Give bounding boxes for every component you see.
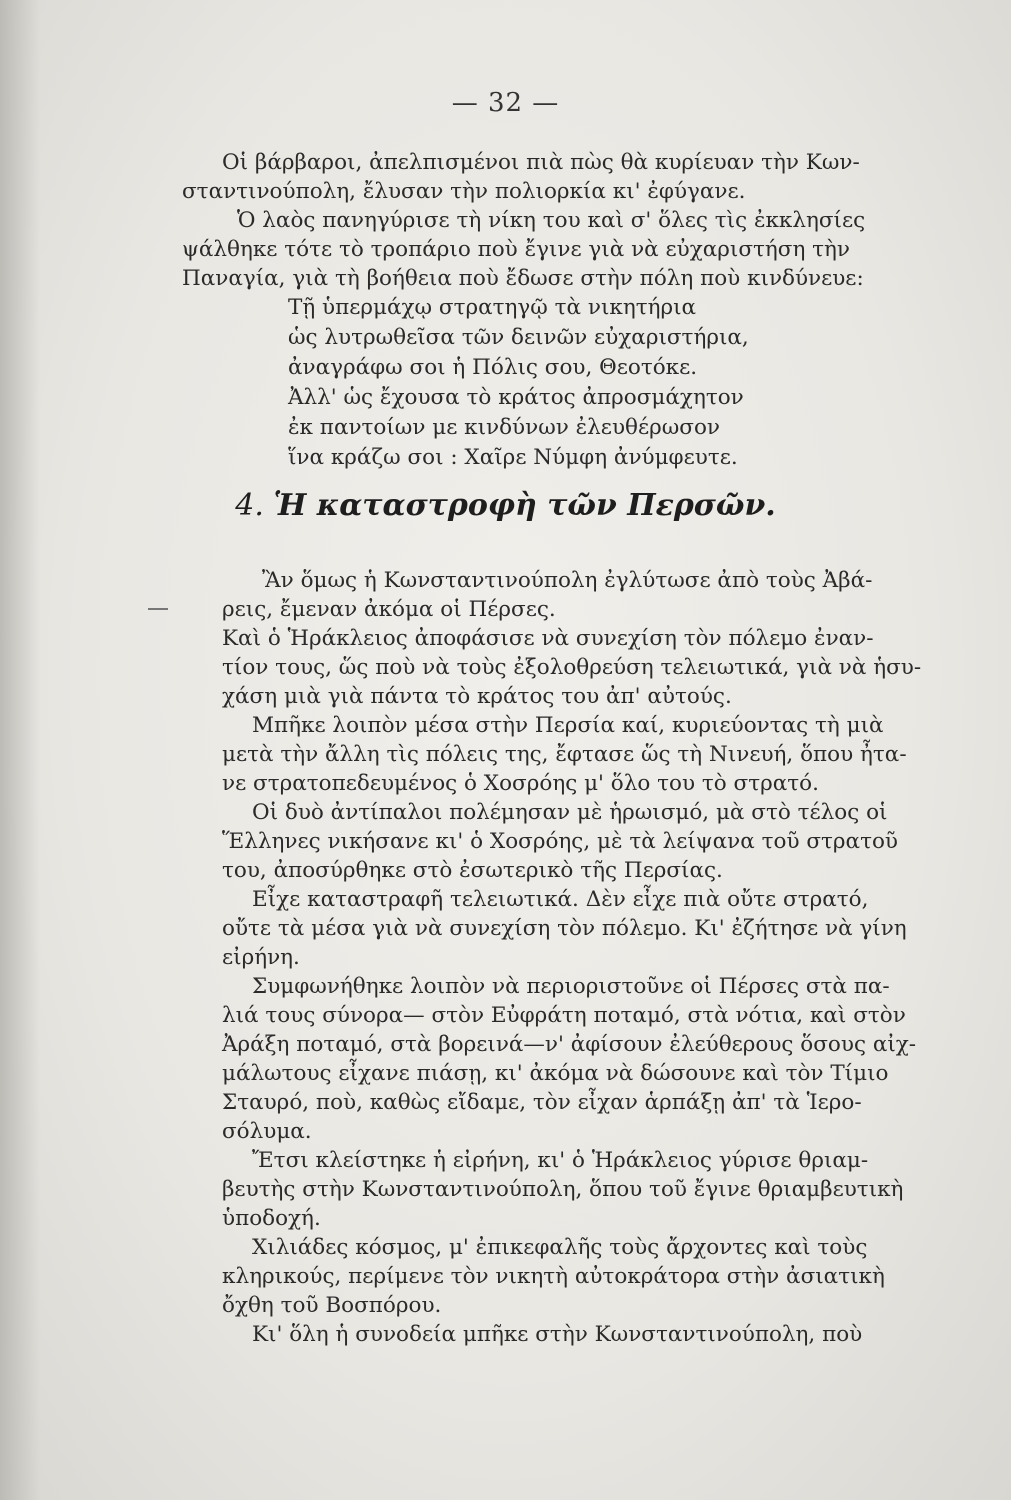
- text-line: του, ἀποσύρθηκε στὸ ἐσωτερικὸ τῆς Περσίας.: [222, 858, 723, 883]
- verse-line: ἐκ παντοίων με κινδύνων ἐλευθέρωσον: [288, 415, 720, 440]
- text-line: κληρικούς, περίμενε τὸν νικητὴ αὐτοκράτορα στὴν ἀσιατικὴ: [222, 1264, 885, 1289]
- hymn-verse: [288, 293, 749, 473]
- text-line: χάση μιὰ γιὰ πάντα τὸ κράτος του ἀπ' αὐτούς.: [222, 684, 732, 709]
- text-line: μάλωτους εἶχανε πιάσῃ, κι' ἀκόμα νὰ δώσουνε καὶ τὸν Τίμιο: [222, 1061, 889, 1086]
- text-line: Συμφωνήθηκε λοιπὸν νὰ περιοριστοῦνε οἱ Πέρσες στὰ πα-: [252, 974, 890, 999]
- text-line: Εἶχε καταστραφῆ τελειωτικά. Δὲν εἶχε πιὰ οὔτε στρατό,: [252, 887, 869, 912]
- text-line: Σταυρό, ποὺ, καθὼς εἴδαμε, τὸν εἶχαν ἁρπάξῃ ἀπ' τὰ Ἱερο-: [222, 1090, 862, 1115]
- text-line: οὔτε τὰ μέσα γιὰ νὰ συνεχίση τὸν πόλεμο. Κι' ἐζήτησε νὰ γίνη: [222, 916, 907, 941]
- text-line: Οἱ βάρβαροι, ἀπελπισμένοι πιὰ πὼς θὰ κυρίευαν τὴν Κων-: [222, 150, 860, 175]
- text-line: μετὰ τὴν ἄλλη τὶς πόλεις της, ἔφτασε ὥς τὴ Νινευή, ὅπου ἦτα-: [222, 742, 907, 767]
- text-line: σταντινούπολη, ἔλυσαν τὴν πολιορκία κι' ἐφύγανε.: [182, 179, 746, 204]
- text-line: Ἔτσι κλείστηκε ἡ εἰρήνη, κι' ὁ Ἡράκλειος γύρισε θριαμ-: [252, 1148, 869, 1173]
- verse-line: ἵνα κράζω σοι : Χαῖρε Νύμφη ἀνύμφευτε.: [288, 445, 738, 470]
- text-line: Καὶ ὁ Ἡράκλειος ἀποφάσισε νὰ συνεχίση τὸν πόλεμο ἐναν-: [222, 626, 874, 651]
- text-line: Παναγία, γιὰ τὴ βοήθεια ποὺ ἔδωσε στὴν πόλη ποὺ κινδύνευε:: [182, 266, 864, 291]
- text-line: ρεις, ἔμεναν ἀκόμα οἱ Πέρσες.: [222, 597, 556, 622]
- text-line: τίον τους, ὥς ποὺ νὰ τοὺς ἐξολοθρεύση τελειωτικά, γιὰ νὰ ἡσυ-: [222, 655, 922, 680]
- text-line: ὄχθη τοῦ Βοσπόρου.: [222, 1293, 442, 1318]
- text-line: νε στρατοπεδευμένος ὁ Χοσρόης μ' ὅλο του τὸ στρατό.: [222, 771, 819, 796]
- text-line: βευτὴς στὴν Κωνσταντινούπολη, ὅπου τοῦ ἔγινε θριαμβευτικὴ: [222, 1177, 904, 1202]
- section-number: 4.: [235, 488, 264, 523]
- text-line: εἰρήνη.: [222, 945, 300, 970]
- text-line: Κι' ὅλη ἡ συνοδεία μπῆκε στὴν Κωνσταντινούπολη, ποὺ: [252, 1322, 863, 1347]
- text-line: Ἂν ὅμως ἡ Κωνσταντινούπολη ἐγλύτωσε ἀπὸ τοὺς Ἀβά-: [262, 568, 873, 593]
- text-line: Ἀράξη ποταμό, στὰ βορεινά—ν' ἀφίσουν ἐλεύθερους ὅσους αἰχ-: [222, 1032, 917, 1057]
- body-text: [222, 566, 942, 1349]
- text-line: σόλυμα.: [222, 1119, 312, 1144]
- page-number: — 32 —: [451, 88, 560, 118]
- text-line: Ὁ λαὸς πανηγύρισε τὴ νίκη του καὶ σ' ὅλες τὶς ἐκκλησίες: [237, 208, 866, 233]
- text-line: ψάλθηκε τότε τὸ τροπάριο ποὺ ἔγινε γιὰ νὰ εὐχαριστήση τὴν: [182, 237, 851, 262]
- section-heading: [0, 488, 1011, 523]
- intro-text: [182, 148, 937, 293]
- margin-mark: [148, 608, 168, 610]
- verse-line: Τῇ ὑπερμάχῳ στρατηγῷ τὰ νικητήρια: [288, 295, 697, 320]
- verse-line: ὡς λυτρωθεῖσα τῶν δεινῶν εὐχαριστήρια,: [288, 325, 749, 350]
- verse-line: Ἀλλ' ὡς ἔχουσα τὸ κράτος ἀπροσμάχητον: [288, 385, 744, 410]
- text-line: Μπῆκε λοιπὸν μέσα στὴν Περσία καί, κυριεύοντας τὴ μιὰ: [252, 713, 884, 738]
- text-line: λιά τους σύνορα— στὸν Εὐφράτη ποταμό, στὰ νότια, καὶ στὸν: [222, 1003, 906, 1028]
- section-title: Ἡ καταστροφὴ τῶν Περσῶν.: [273, 488, 776, 523]
- text-line: Ἕλληνες νικήσανε κι' ὁ Χοσρόης, μὲ τὰ λείψανα τοῦ στρατοῦ: [222, 829, 898, 854]
- verse-line: ἀναγράφω σοι ἡ Πόλις σου, Θεοτόκε.: [288, 355, 698, 380]
- text-line: Χιλιάδες κόσμος, μ' ἐπικεφαλῆς τοὺς ἄρχοντες καὶ τοὺς: [252, 1235, 868, 1260]
- binding-shadow: [0, 0, 40, 1500]
- text-line: ὑποδοχή.: [222, 1206, 321, 1231]
- text-line: Οἱ δυὸ ἀντίπαλοι πολέμησαν μὲ ἡρωισμό, μὰ στὸ τέλος οἱ: [252, 800, 888, 825]
